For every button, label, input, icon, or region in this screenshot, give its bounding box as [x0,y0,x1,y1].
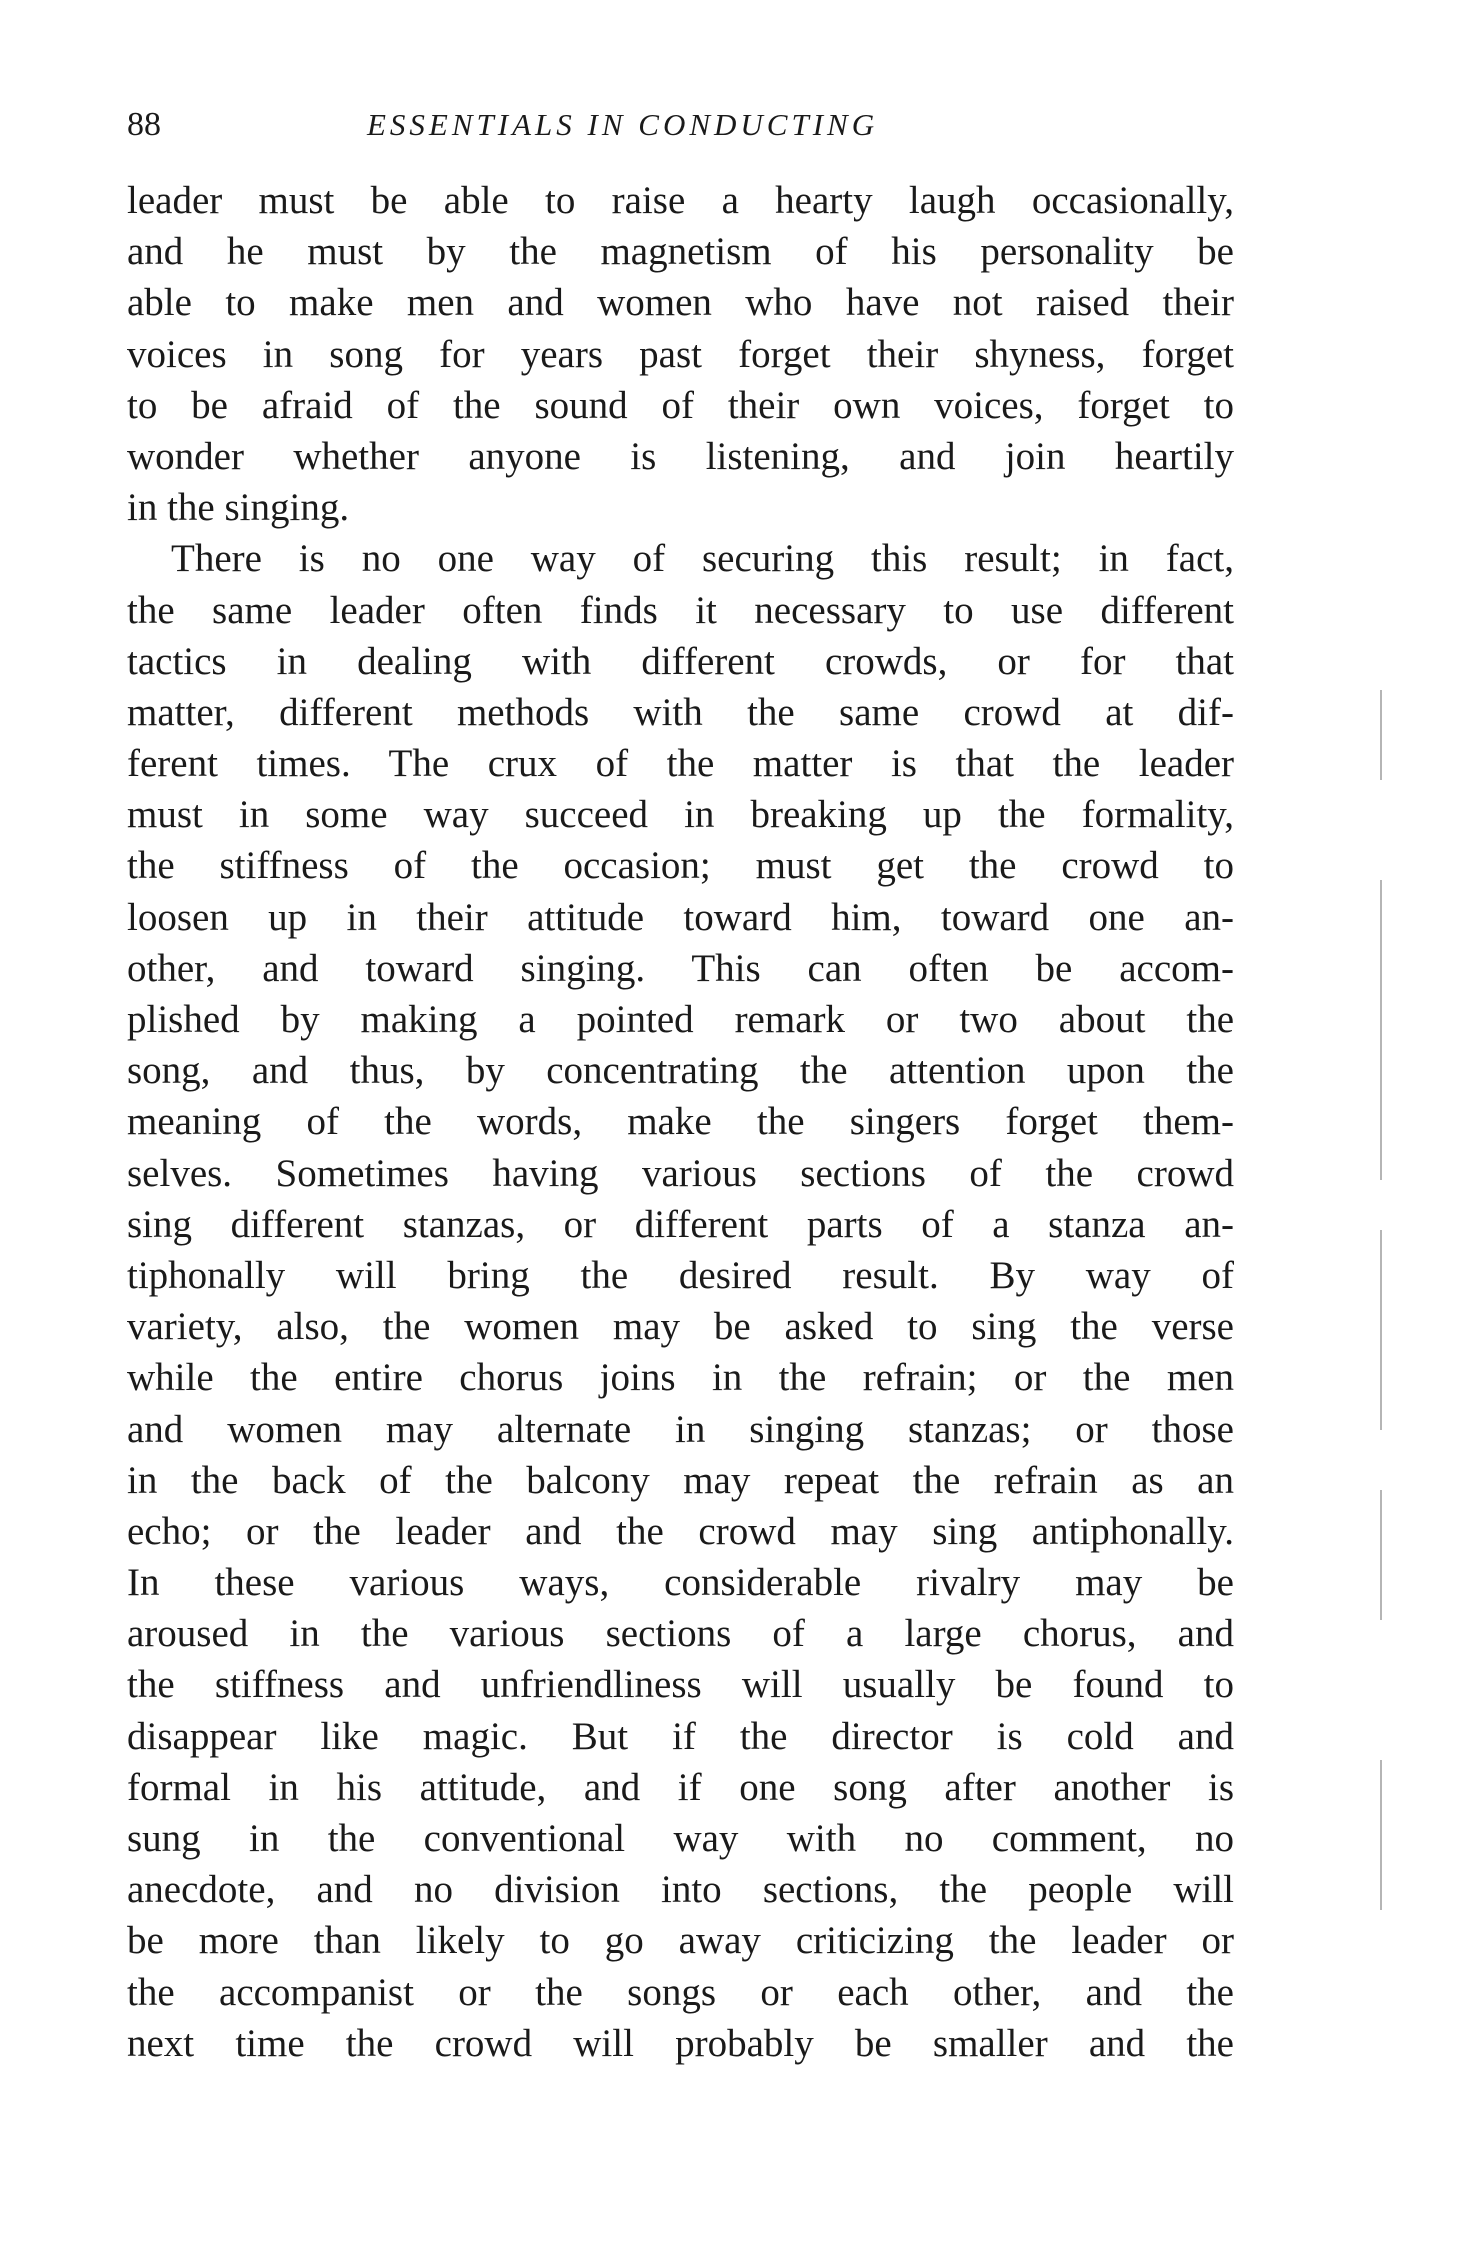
text-line: plished by making a pointed remark or two about the [127,998,1234,1041]
text-line: tactics in dealing with different crowds, or for that [127,639,1234,683]
text-line: disappear like magic. But if the director is cold and [127,1714,1234,1758]
text-line: and he must by the magnetism of his personality be [127,230,1234,274]
text-line: meaning of the words, make the singers forget them- [127,1100,1234,1144]
text-line: able to make men and women who have not raised their [127,281,1234,325]
text-line: the same leader often finds it necessary to use different [127,588,1234,632]
text-line: loosen up in their attitude toward him, toward one an- [127,895,1234,939]
margin-scan-mark [1380,880,1382,1180]
text-line: next time the crowd will probably be smaller and the [127,2021,1234,2065]
page-number: 88 [127,106,161,143]
text-line: while the entire chorus joins in the refrain; or the men [127,1356,1234,1400]
text-line: variety, also, the women may be asked to sing the verse [127,1305,1234,1349]
margin-scan-mark [1380,1760,1382,1910]
text-line: other, and toward singing. This can often be accom- [127,946,1234,990]
text-line: in the back of the balcony may repeat the refrain as an [127,1458,1234,1502]
text-line: sing different stanzas, or different parts of a stanza an- [127,1202,1234,1246]
text-line: matter, different methods with the same crowd at dif- [127,690,1234,734]
margin-scan-mark [1380,1230,1382,1430]
text-line: ferent times. The crux of the matter is that the leader [127,742,1234,786]
text-line: echo; or the leader and the crowd may sing antiphonally. [127,1509,1234,1553]
text-line: wonder whether anyone is listening, and join heartily [127,434,1234,478]
text-line: and women may alternate in singing stanzas; or those [127,1407,1234,1451]
running-head [127,100,1234,150]
text-line: song, and thus, by concentrating the attention upon the [127,1049,1234,1093]
text-line: aroused in the various sections of a large chorus, and [127,1612,1234,1656]
text-line: to be afraid of the sound of their own voices, forget to [127,383,1234,427]
text-line: be more than likely to go away criticizing the leader or [127,1919,1234,1963]
running-title: ESSENTIALS IN CONDUCTING [367,107,879,142]
text-line: In these various ways, considerable rivalry may be [127,1561,1234,1605]
text-line: the stiffness of the occasion; must get the crowd to [127,844,1234,888]
margin-scan-mark [1380,690,1382,780]
text-line: the accompanist or the songs or each other, and the [127,1970,1234,2014]
text-line: tiphonally will bring the desired result. By way of [127,1253,1234,1297]
text-line: voices in song for years past forget their shyness, forget [127,332,1234,376]
text-line: There is no one way of securing this result; in fact, [171,537,1234,581]
text-line: in the singing. [127,486,350,530]
text-line: leader must be able to raise a hearty laugh occasionally, [127,179,1234,222]
text-line: must in some way succeed in breaking up the formality, [127,793,1234,837]
text-line: anecdote, and no division into sections, the people will [127,1868,1234,1912]
text-line: sung in the conventional way with no comment, no [127,1817,1234,1860]
text-line: the stiffness and unfriendliness will usually be found to [127,1663,1234,1707]
text-line: formal in his attitude, and if one song after another is [127,1765,1234,1809]
body-text [127,175,1234,2069]
margin-scan-mark [1380,1490,1382,1620]
text-line: selves. Sometimes having various sections of the crowd [127,1151,1234,1195]
